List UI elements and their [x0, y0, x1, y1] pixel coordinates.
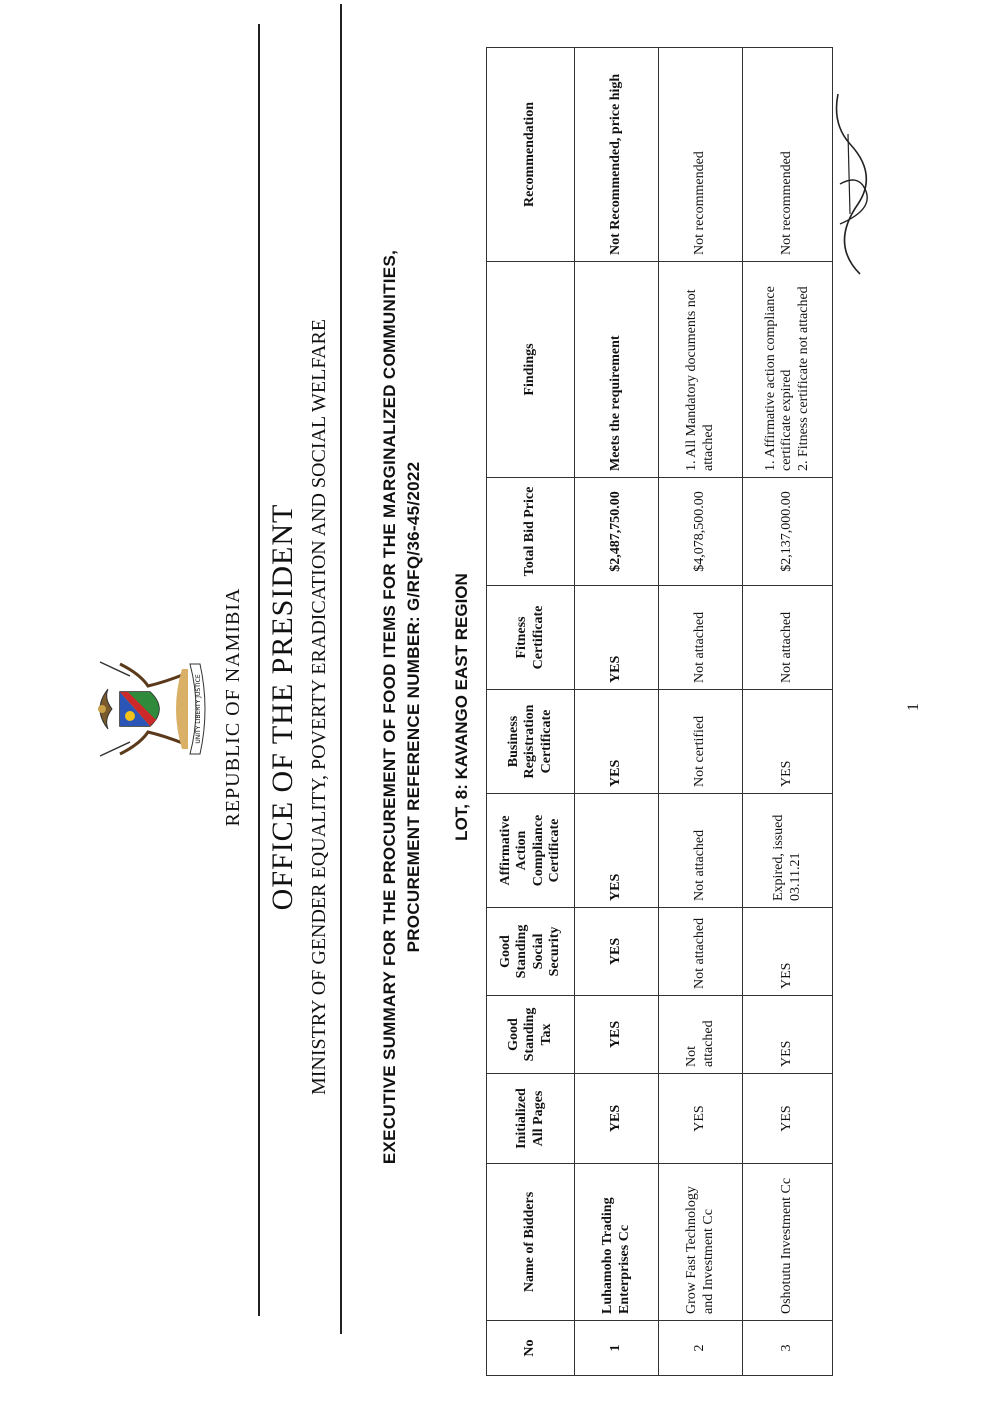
- coat-of-arms-emblem-icon: [90, 634, 210, 784]
- table-row: [743, 48, 833, 1376]
- header-rule-bottom: [340, 4, 342, 1334]
- cell-total-bid-price: $4,078,500.00: [659, 478, 743, 586]
- summary-line-1: EXECUTIVE SUMMARY FOR THE PROCUREMENT OF FOOD ITEMS FOR THE MARGINALIZED COMMUNITIES,: [380, 249, 399, 1165]
- cell-recommendation: Not Recommended, price high: [575, 48, 659, 262]
- cell-social-security: YES: [575, 908, 659, 996]
- cell-social-security: Not attached: [659, 908, 743, 996]
- column-header-affirmative-action: Affirmative Action Compliance Certificate: [487, 794, 575, 908]
- cell-fitness: Not attached: [659, 586, 743, 690]
- cell-tax: Not attached: [659, 996, 743, 1074]
- cell-no: 3: [743, 1321, 833, 1376]
- cell-findings: Meets the requirement: [575, 262, 659, 478]
- findings-line-1: 1. Affirmative action compliance certificate expired: [763, 286, 795, 471]
- column-header-fitness: Fitness Certificate: [487, 586, 575, 690]
- column-header-tax: Good Standing Tax: [487, 996, 575, 1074]
- cell-affirmative-action: YES: [575, 794, 659, 908]
- cell-affirmative-action: Expired, issued 03.11.21: [743, 794, 833, 908]
- cell-fitness: YES: [575, 586, 659, 690]
- cell-recommendation: Not recommended: [743, 48, 833, 262]
- column-header-initialized: Initialized All Pages: [487, 1074, 575, 1164]
- column-header-total-bid-price: Total Bid Price: [487, 478, 575, 586]
- cell-findings: 1. All Mandatory documents not attached: [659, 262, 743, 478]
- cell-affirmative-action: Not attached: [659, 794, 743, 908]
- cell-social-security: YES: [743, 908, 833, 996]
- cell-tax: YES: [575, 996, 659, 1074]
- cell-recommendation: Not recommended: [659, 48, 743, 262]
- findings-line-2: 2. Fitness certificate not attached: [795, 286, 811, 471]
- header-rule-top: [258, 24, 260, 1316]
- cell-fitness: Not attached: [743, 586, 833, 690]
- column-header-bidder: Name of Bidders: [487, 1164, 575, 1321]
- summary-line-2: PROCUREMENT REFERENCE NUMBER: G/RFQ/36-45/2022: [404, 461, 423, 953]
- cell-no: 2: [659, 1321, 743, 1376]
- signature: [820, 84, 890, 284]
- page-number: 1: [905, 703, 922, 711]
- republic-title: REPUBLIC OF NAMIBIA: [222, 587, 244, 827]
- column-header-business-registration: Business Registration Certificate: [487, 690, 575, 794]
- signature-scribble-icon: [820, 84, 890, 284]
- cell-findings: [743, 262, 833, 478]
- column-header-findings: Findings: [487, 262, 575, 478]
- cell-no: 1: [575, 1321, 659, 1376]
- table-row: [575, 48, 659, 1376]
- column-header-recommendation: Recommendation: [487, 48, 575, 262]
- office-title: OFFICE OF THE PRESIDENT: [266, 503, 299, 911]
- cell-initialized: YES: [743, 1074, 833, 1164]
- cell-initialized: YES: [575, 1074, 659, 1164]
- coat-of-arms: [90, 634, 210, 784]
- column-header-no: No: [487, 1321, 575, 1376]
- cell-initialized: YES: [659, 1074, 743, 1164]
- cell-total-bid-price: $2,137,000.00: [743, 478, 833, 586]
- cell-business-registration: Not certified: [659, 690, 743, 794]
- cell-bidder: Grow Fast Technology and Investment Cc: [659, 1164, 743, 1321]
- bidders-table: [486, 47, 833, 1376]
- cell-business-registration: YES: [575, 690, 659, 794]
- table-header-row: [487, 48, 575, 1376]
- cell-bidder: Oshotutu Investment Cc: [743, 1164, 833, 1321]
- ministry-title: MINISTRY OF GENDER EQUALITY, POVERTY ERADICATION AND SOCIAL WELFARE: [308, 319, 330, 1096]
- table-row: [659, 48, 743, 1376]
- cell-tax: YES: [743, 996, 833, 1074]
- cell-business-registration: YES: [743, 690, 833, 794]
- cell-total-bid-price: $2,487,750.00: [575, 478, 659, 586]
- cell-bidder: Luhamoho Trading Enterprises Cc: [575, 1164, 659, 1321]
- svg-text:UNITY LIBERTY JUSTICE: UNITY LIBERTY JUSTICE: [195, 674, 202, 744]
- lot-title: LOT, 8: KAVANGO EAST REGION: [452, 573, 471, 841]
- column-header-social-security: Good Standing Social Security: [487, 908, 575, 996]
